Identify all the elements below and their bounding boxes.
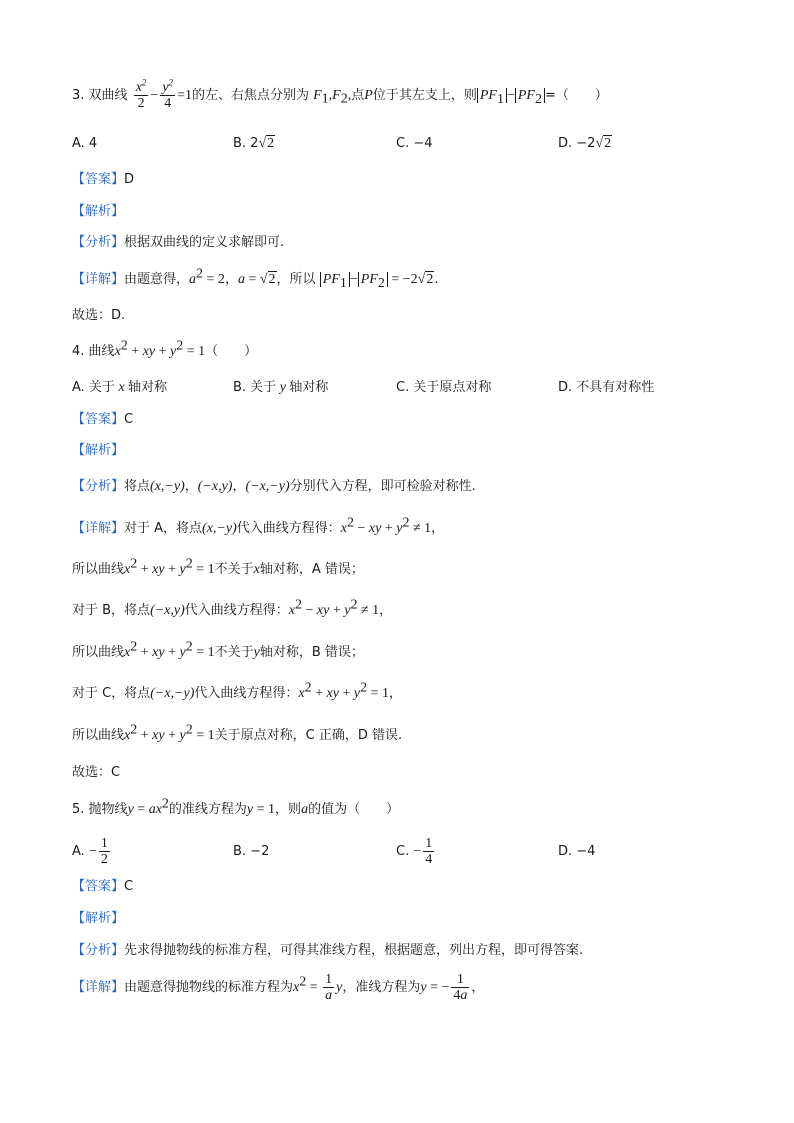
q4-conclusion: 故选：C (72, 765, 121, 780)
q5-xiangjie: 【详解】由题意得抛物线的标准方程为$x^2$ = $\frac{1}{a}$ y，准线方程为y = − $\frac{1}{4a}$ ， (72, 972, 485, 1003)
q3-fenxi: 【分析】根据双曲线的定义求解即可. (72, 235, 285, 250)
q4-option-c: C. 关于原点对称 (396, 380, 492, 395)
q5-fenxi: 【分析】先求得抛物线的标准方程，可得其准线方程，根据题意，列出方程，即可得答案. (72, 943, 584, 958)
q4-stem: 4. 曲线$x^2$ + xy + $y^2 = 1$（ ） (72, 338, 258, 359)
q4-line4: 所以曲线$x^2$ + xy + $y^2 = 1$不关于y轴对称，B 错误； (72, 639, 364, 660)
q4-option-b: B. 关于 y 轴对称 (233, 380, 329, 395)
q4-option-a: A. 关于 x 轴对称 (72, 380, 168, 395)
q4-analysis-label: 【解析】 (72, 443, 125, 458)
q3-xiangjie: 【详解】由题意得，$a^2 = 2$，a = √2，所以 $PF_1 - PF_2 = -2√2$. (72, 266, 439, 291)
q4-line6: 所以曲线$x^2$ + xy + $y^2 = 1$关于原点对称，C 正确，D 错误. (72, 722, 403, 743)
q5-analysis-label: 【解析】 (72, 911, 125, 926)
q5-answer: 【答案】C (72, 879, 134, 894)
q3-stem: 3. 双曲线 $\frac{x^2}{2}$ − $\frac{y^2}{4}$ =1的左、右焦点分别为 $F_1,F_2$,点P位于其左支上，则 $PF_1 - PF_2$ =（ ） (72, 77, 608, 111)
q4-line1: 【详解】对于 A，将点(x,−y)代入曲线方程得：$x^2$ − xy + $y^2 \ne 1$， (72, 515, 445, 536)
q4-line5: 对于 C，将点(−x,−y)代入曲线方程得：$x^2$ + xy + $y^2 = 1$， (72, 680, 402, 701)
q4-line2: 所以曲线$x^2$ + xy + $y^2 = 1$不关于x轴对称，A 错误； (72, 556, 364, 577)
q3-option-b: B. 2√2 (233, 136, 275, 151)
q3-conclusion: 故选：D. (72, 308, 126, 323)
q5-option-a: A. − $\frac{1}{2}$ (72, 836, 108, 867)
q5-option-c: C. − $\frac{1}{4}$ (396, 836, 433, 867)
q4-fenxi: 【分析】将点(x,−y)，(−x,y)，(−x,−y)分别代入方程，即可检验对称性. (72, 479, 476, 494)
q3-option-c: C. −4 (396, 136, 433, 151)
q4-option-d: D. 不具有对称性 (558, 380, 655, 395)
question-number: 3. (72, 88, 85, 103)
q5-option-d: D. −4 (558, 844, 596, 859)
q5-stem: 5. 抛物线$y = ax^2$的准线方程为y = 1，则a的值为（ ） (72, 796, 400, 817)
q4-line3: 对于 B，将点(−x,y)代入曲线方程得：$x^2$ − xy + $y^2 \ne 1$， (72, 597, 393, 618)
q3-option-a: A. 4 (72, 136, 98, 151)
q4-answer: 【答案】C (72, 412, 134, 427)
q3-analysis-label: 【解析】 (72, 204, 125, 219)
q3-option-d: D. −2√2 (558, 136, 612, 151)
q3-answer: 【答案】D (72, 172, 135, 187)
q5-option-b: B. −2 (233, 844, 270, 859)
